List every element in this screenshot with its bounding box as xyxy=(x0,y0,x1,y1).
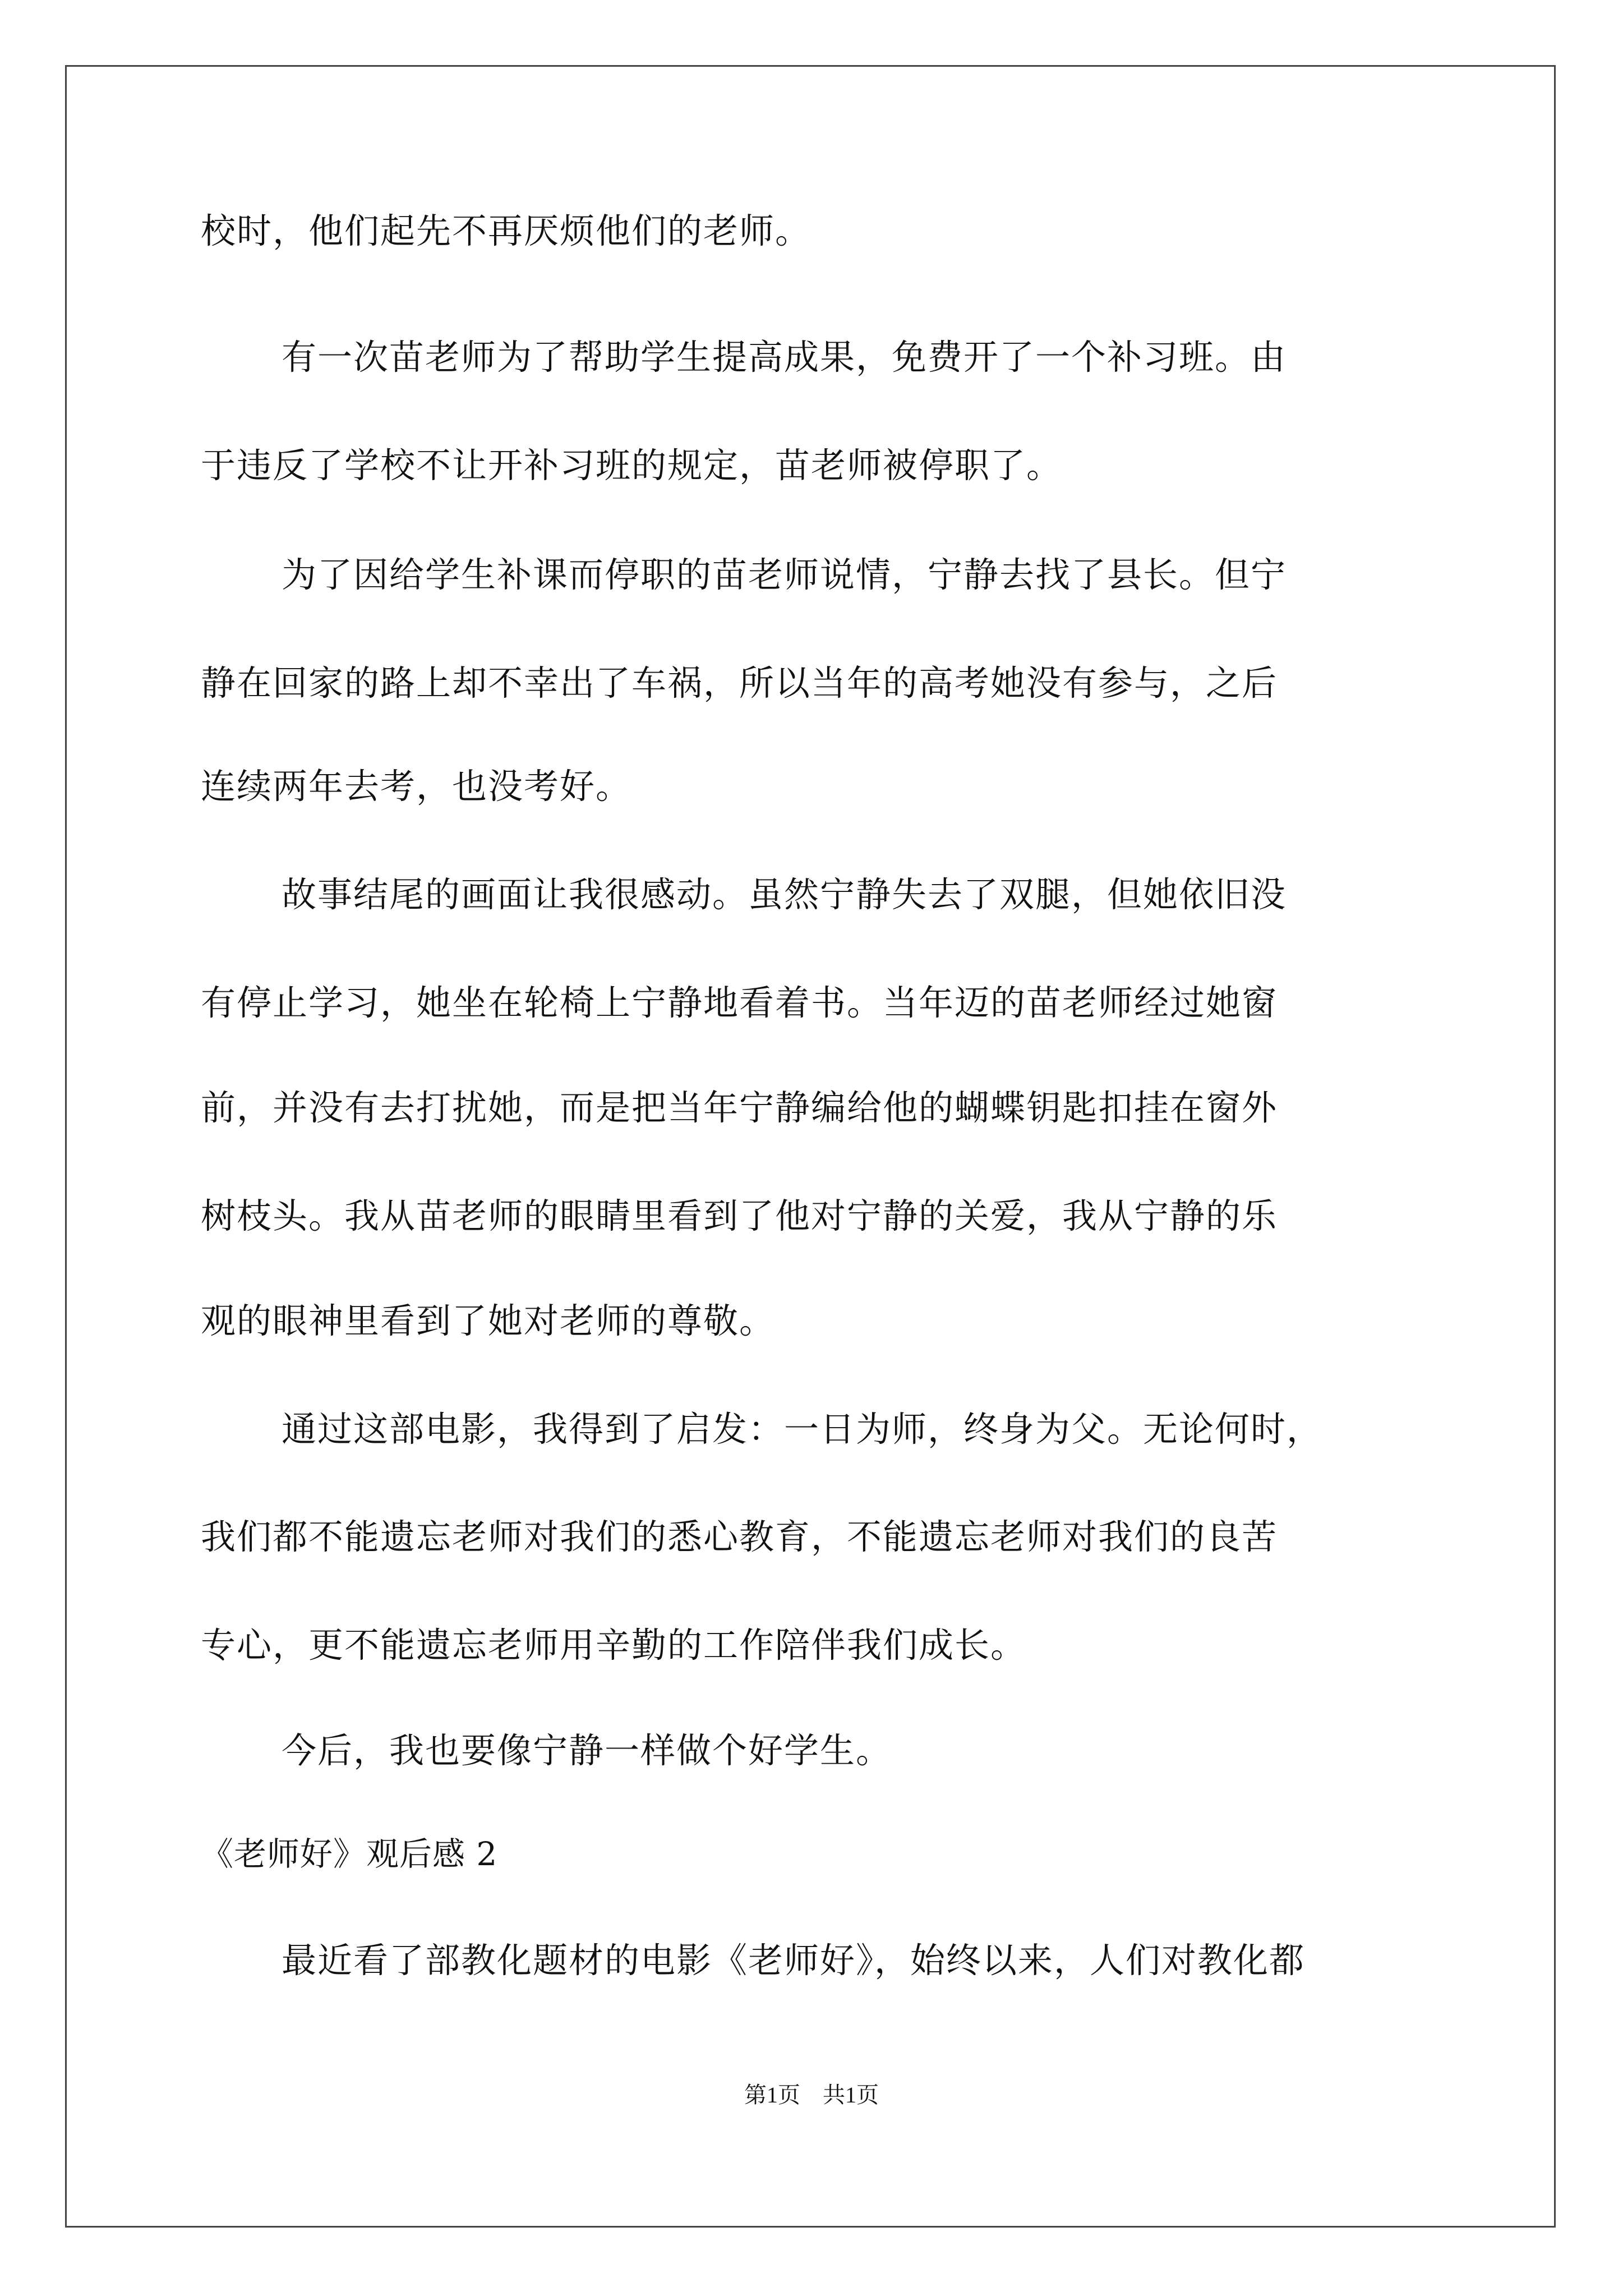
text-line: 校时，他们起先不再厌烦他们的老师。 xyxy=(201,210,811,251)
text-line: 专心，更不能遗忘老师用辛勤的工作陪伴我们成长。 xyxy=(201,1625,1027,1665)
text-line: 于违反了学校不让开补习班的规定，苗老师被停职了。 xyxy=(201,445,1063,486)
page-number: 第1页 xyxy=(744,2082,800,2108)
text-line: 最近看了部教化题材的电影《老师好》，始终以来，人们对教化都 xyxy=(282,1940,1306,1981)
text-line: 静在回家的路上却不幸出了车祸，所以当年的高考她没有参与，之后 xyxy=(201,662,1278,703)
text-line: 我们都不能遗忘老师对我们的悉心教育，不能遗忘老师对我们的良苦 xyxy=(201,1516,1278,1557)
text-line: 前，并没有去打扰她，而是把当年宁静编给他的蝴蝶钥匙扣挂在窗外 xyxy=(201,1087,1278,1128)
text-line: 为了因给学生补课而停职的苗老师说情，宁静去找了县长。但宁 xyxy=(282,554,1287,595)
page-footer xyxy=(0,2081,1623,2109)
text-line: 有停止学习，她坐在轮椅上宁静地看着书。当年迈的苗老师经过她窗 xyxy=(201,982,1278,1023)
text-line: 今后，我也要像宁静一样做个好学生。 xyxy=(282,1730,892,1771)
text-line: 连续两年去考，也没考好。 xyxy=(201,766,632,807)
text-line: 故事结尾的画面让我很感动。虽然宁静失去了双腿，但她依旧没 xyxy=(282,874,1287,915)
text-line: 观的眼神里看到了她对老师的尊敬。 xyxy=(201,1300,776,1341)
text-line: 有一次苗老师为了帮助学生提高成果，免费开了一个补习班。由 xyxy=(282,337,1287,378)
page-border xyxy=(65,65,1556,2228)
section-heading: 《老师好》观后感 2 xyxy=(201,1835,498,1873)
text-line: 通过这部电影，我得到了启发：一日为师，终身为父。无论何时， xyxy=(282,1409,1323,1450)
page-total: 共1页 xyxy=(823,2082,879,2108)
text-line: 树枝头。我从苗老师的眼睛里看到了他对宁静的关爱，我从宁静的乐 xyxy=(201,1195,1278,1236)
